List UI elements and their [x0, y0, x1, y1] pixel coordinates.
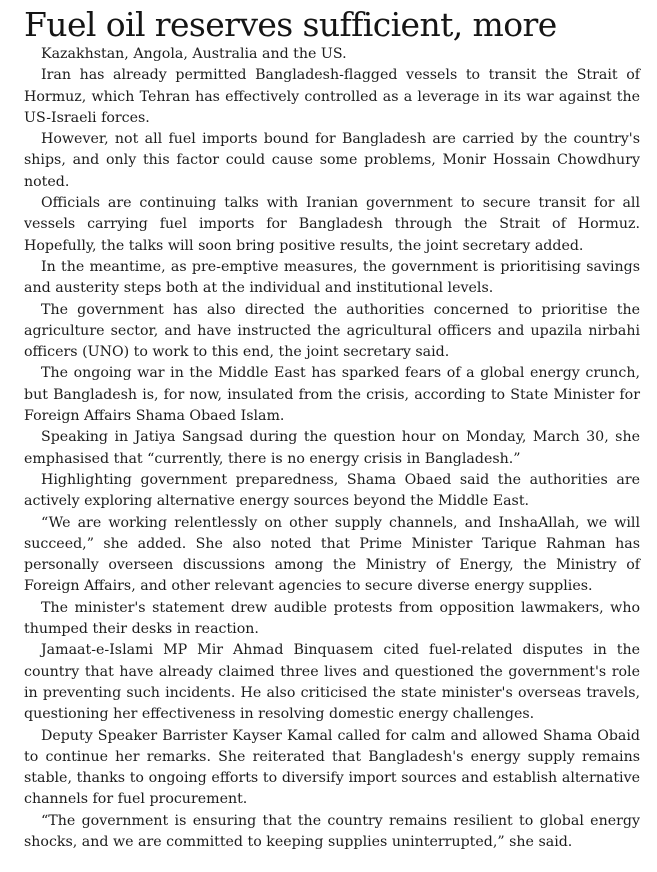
clipped-previous-line [22, 0, 642, 3]
paragraph: The ongoing war in the Middle East has sparked fears of a global energy crunch, but Bangladesh is, for now, insulated from the crisis, according to State Minister for Foreign Affairs Shama Obaed Islam. [24, 365, 640, 425]
paragraph: “We are working relentlessly on other supply channels, and InshaAllah, we will succeed,” she added. She also noted that Prime Minister Tarique Rahman has personally overseen discussions among the Ministry of Energy, the Ministry of Foreign Affairs, and other relevant agencies to secure diverse energy supplies. [24, 514, 640, 595]
paragraph: Officials are continuing talks with Iranian government to secure transit for all vessels carrying fuel imports for Bangladesh through the Strait of Hormuz. Hopefully, the talks will soon bring positive results, the joint secretary added. [24, 195, 640, 254]
paragraph: In the meantime, as pre-emptive measures, the government is prioritising savings and austerity steps both at the individual and institutional levels. [24, 258, 640, 297]
paragraph: The government has also directed the authorities concerned to prioritise the agriculture sector, and have instructed the agricultural officers and upazila nirbahi officers (UNO) to work to this end, the joint secretary said. [24, 301, 640, 361]
paragraph: Highlighting government preparedness, Shama Obaed said the authorities are actively exploring alternative energy sources beyond the Middle East. [24, 471, 640, 510]
paragraph: The minister's statement drew audible protests from opposition lawmakers, who thumped their desks in reaction. [24, 599, 640, 638]
paragraph-continuation: Kazakhstan, Angola, Australia and the US. [41, 46, 347, 62]
paragraph: Deputy Speaker Barrister Kayser Kamal called for calm and allowed Shama Obaid to continue her remarks. She reiterated that Bangladesh's energy supply remains stable, thanks to ongoing efforts to diversify import sources and establish alternative channels for fuel procurement. [24, 727, 640, 808]
paragraph: “The government is ensuring that the country remains resilient to global energy shocks, and we are committed to keeping supplies uninterrupted,” she said. [24, 812, 640, 850]
paragraph: Speaking in Jatiya Sangsad during the question hour on Monday, March 30, she emphasised that “currently, there is no energy crisis in Bangladesh.” [24, 429, 640, 467]
headline: Fuel oil reserves sufficient, more [24, 5, 557, 44]
paragraph: Iran has already permitted Bangladesh-flagged vessels to transit the Strait of Hormuz, which Tehran has effectively controlled as a leverage in its war against the US-Israeli forces. [24, 67, 640, 126]
paragraph: Jamaat-e-Islami MP Mir Ahmad Binquasem cited fuel-related disputes in the country that have already claimed three lives and questioned the government's role in preventing such incidents. He also criticised the state minister's overseas travels, questioning her effectiveness in resolving domestic energy challenges. [24, 642, 640, 723]
article-body [24, 44, 640, 853]
paragraph: However, not all fuel imports bound for Bangladesh are carried by the country's ships, and only this factor could cause some problems, Monir Hossain Chowdhury noted. [24, 131, 640, 190]
